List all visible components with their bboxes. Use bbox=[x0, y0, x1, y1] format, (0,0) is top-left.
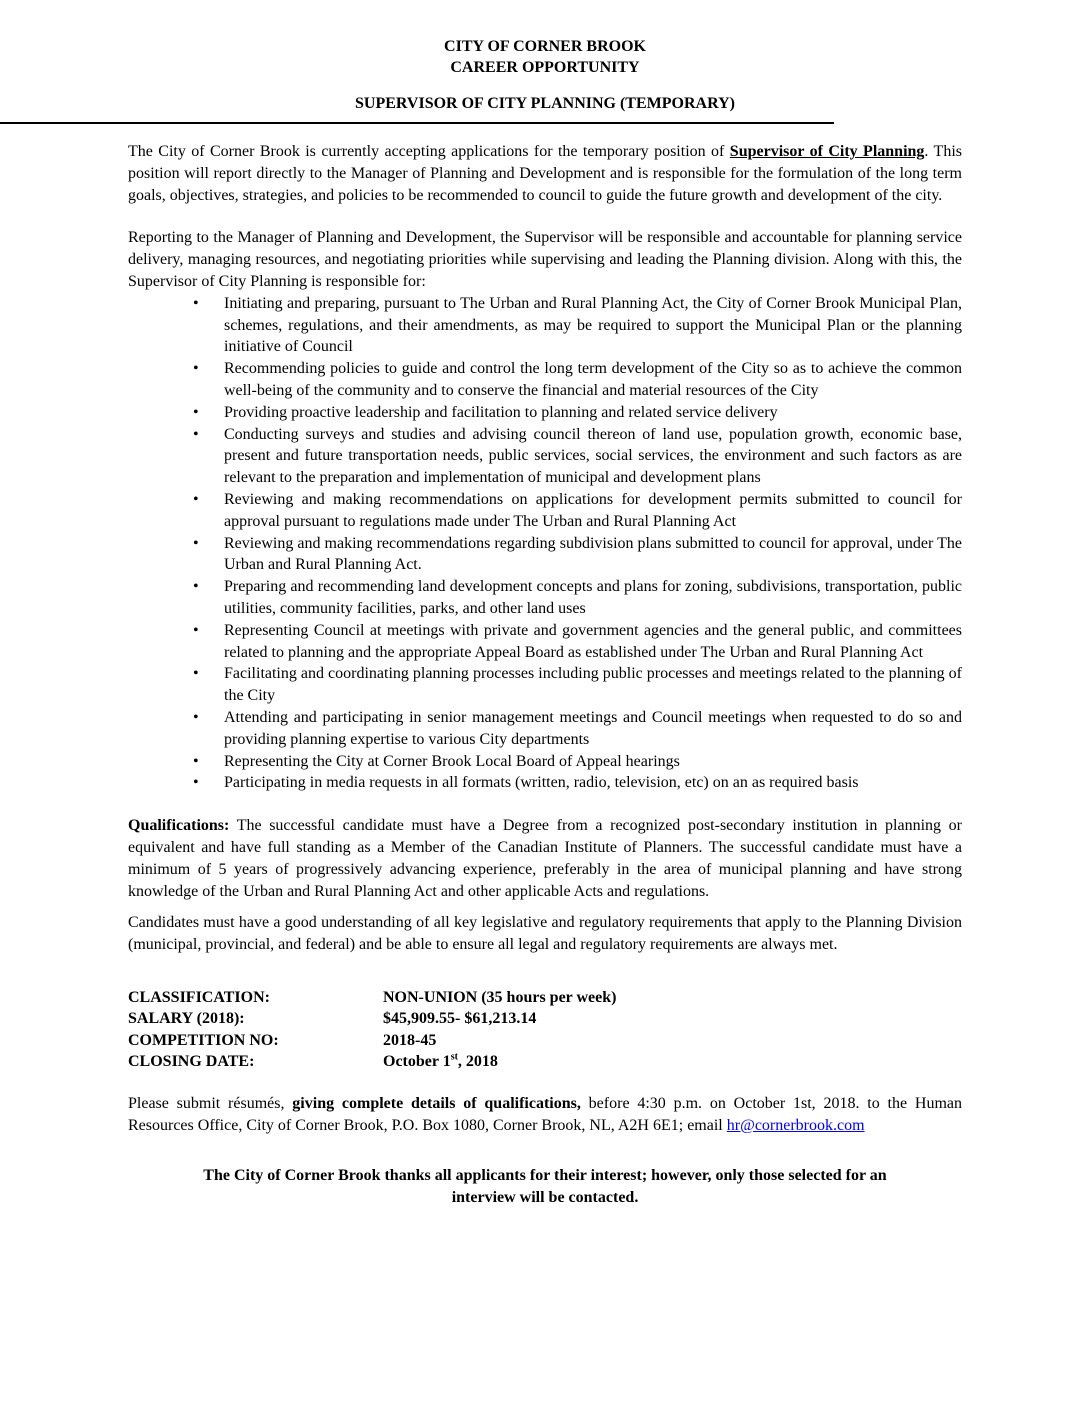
position-name: Supervisor of City Planning bbox=[729, 143, 925, 160]
intro-paragraph: The City of Corner Brook is currently accepting applications for the temporary position of Supervisor of City Planning. This position will report directly to the Manager of Planning and Development and is responsible for the formulation of the long term goals, objectives, strategies, and policies to be recommended to council to guide the future growth and development of the city. bbox=[128, 143, 962, 204]
position-details bbox=[128, 987, 616, 1073]
email-link[interactable]: hr@cornerbrook.com bbox=[726, 1116, 865, 1134]
closing-date-row: CLOSING DATE: October 1st, 2018 bbox=[128, 1052, 498, 1071]
bullet-icon: • bbox=[193, 708, 199, 726]
duty-item: • Participating in media requests in all formats (written, radio, television, etc) on an as required basis bbox=[128, 772, 962, 794]
job-title: SUPERVISOR OF CITY PLANNING (TEMPORARY) bbox=[355, 95, 735, 112]
duty-item: • Preparing and recommending land development concepts and plans for zoning, subdivisions, transportation, public utilities, community facilities, parks, and other land uses bbox=[193, 578, 962, 617]
duty-item: • Reviewing and making recommendations on applications for development permits submitted to council for approval pursuant to regulations made under The Urban and Rural Planning Act bbox=[193, 490, 962, 530]
candidates-paragraph: Candidates must have a good understanding of all key legislative and regulatory requirements that apply to the Planning Division (municipal, provincial, and federal) and be able to ensure all legal and regulatory requirements are always met. bbox=[128, 914, 962, 954]
duties-list bbox=[128, 293, 962, 794]
thanks-note: The City of Corner Brook thanks all applicants for their interest; however, only those selected for an interview will be contacted. bbox=[203, 1167, 887, 1206]
duty-item: • Attending and participating in senior management meetings and Council meetings when requested to do so and providing planning expertise to various City departments bbox=[193, 708, 962, 748]
classification-row: CLASSIFICATION: NON-UNION (35 hours per week) bbox=[128, 988, 617, 1006]
duty-item: • Representing Council at meetings with private and government agencies and the general public, and committees related to planning and the appropriate Appeal Board as established under The Urban and Rural Planning Act bbox=[193, 621, 962, 661]
bullet-icon: • bbox=[193, 578, 199, 596]
reporting-paragraph: Reporting to the Manager of Planning and Development, the Supervisor will be responsible and accountable for planning service delivery, managing resources, and negotiating priorities while supervising and leading the Planning division. Along with this, the Supervisor of City Planning is responsible for: bbox=[128, 229, 962, 290]
duty-item: • Initiating and preparing, pursuant to The Urban and Rural Planning Act, the City of Corner Brook Municipal Plan, schemes, regulations, and their amendments, as may be required to support the Municipal Plan or the planning initiative of Council bbox=[193, 294, 962, 356]
bullet-icon: • bbox=[193, 534, 199, 552]
bullet-icon: • bbox=[193, 490, 199, 508]
org-name: CITY OF CORNER BROOK bbox=[444, 38, 646, 55]
bullet-icon: • bbox=[193, 425, 199, 443]
duty-item: • Reviewing and making recommendations regarding subdivision plans submitted to council for approval, under The Urban and Rural Planning Act. bbox=[193, 534, 962, 574]
bullet-icon: • bbox=[193, 360, 199, 378]
doc-type: CAREER OPPORTUNITY bbox=[450, 59, 640, 76]
bullet-icon: • bbox=[193, 621, 199, 639]
qualifications-label: Qualifications: bbox=[128, 817, 230, 835]
bullet-icon: • bbox=[193, 403, 199, 421]
bullet-icon: • bbox=[193, 294, 199, 312]
duty-item: • Providing proactive leadership and facilitation to planning and related service delivery bbox=[128, 402, 962, 424]
duty-item: • Conducting surveys and studies and advising council thereon of land use, population growth, economic base, present and future transportation needs, public services, social services, the environment and such factors as are relevant to the preparation and implementation of municipal and development plans bbox=[193, 425, 962, 487]
duty-item: • Representing the City at Corner Brook Local Board of Appeal hearings bbox=[128, 751, 962, 773]
competition-row: COMPETITION NO: 2018-45 bbox=[128, 1031, 437, 1049]
qualifications-paragraph: Qualifications: The successful candidate must have a Degree from a recognized post-secondary institution in planning or equivalent and have full standing as a Member of the Canadian Institute of Planners. The successful candidate must have a minimum of 5 years of progressively advancing experience, preferably in the area of municipal planning and have strong knowledge of the Urban and Rural Planning Act and other applicable Acts and regulations. bbox=[128, 817, 962, 900]
bullet-icon: • bbox=[193, 752, 199, 770]
salary-row: SALARY (2018): $45,909.55- $61,213.14 bbox=[128, 1010, 537, 1028]
bullet-icon: • bbox=[193, 774, 199, 792]
duty-item: • Recommending policies to guide and control the long term development of the City so as to achieve the common well-being of the community and to conserve the financial and material resources of the City bbox=[193, 360, 962, 399]
duty-item: • Facilitating and coordinating planning processes including public processes and meetings related to the planning of the City bbox=[193, 665, 962, 705]
submission-paragraph: Please submit résumés, giving complete details of qualifications, before 4:30 p.m. on October 1st, 2018. to the Human Resources Office, City of Corner Brook, P.O. Box 1080, Corner Brook, NL, A2H 6E1; email hr@cornerbrook.com bbox=[128, 1094, 963, 1134]
document-page bbox=[128, 36, 962, 1208]
bullet-icon: • bbox=[193, 665, 199, 683]
